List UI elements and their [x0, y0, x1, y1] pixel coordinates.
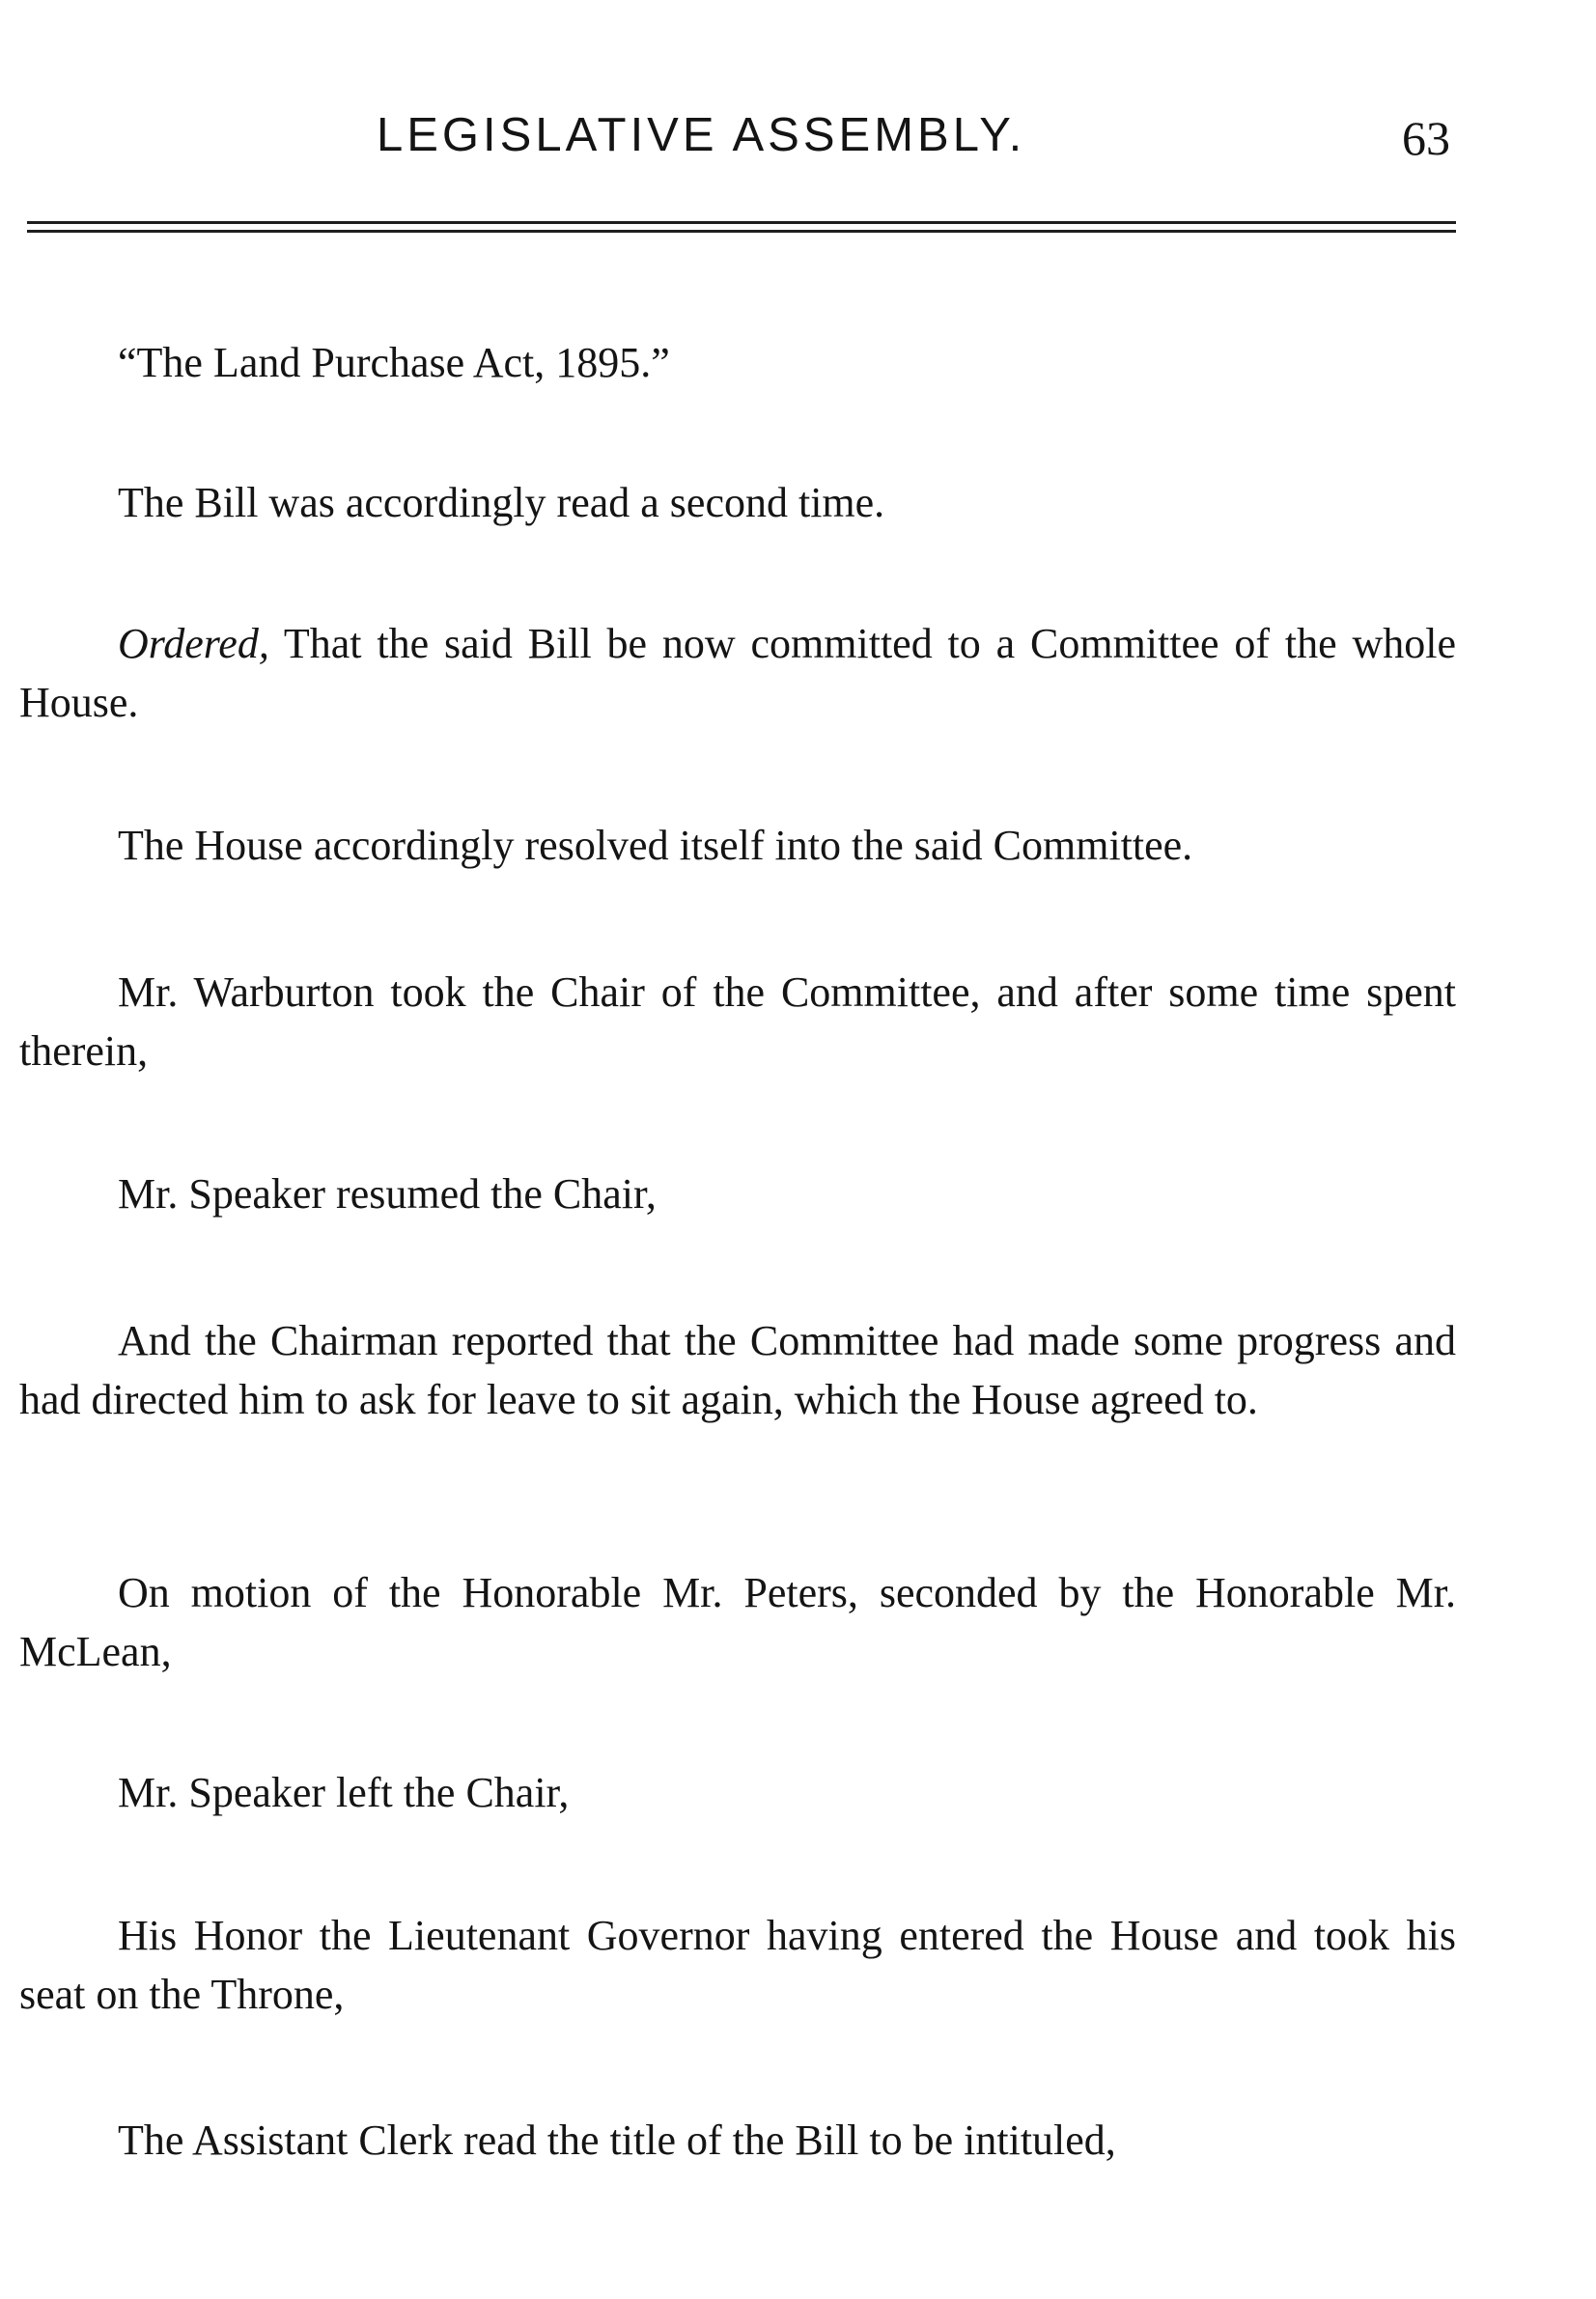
paragraph-act-title: “The Land Purchase Act, 1895.”	[118, 339, 670, 386]
paragraph-ordered: Ordered, That the said Bill be now committed to a Committee of the whole House.	[19, 620, 1456, 726]
paragraph-resolved: The House accordingly resolved itself into the said Committee.	[118, 822, 1193, 869]
running-head	[0, 108, 1596, 176]
header-rule-bottom	[27, 230, 1456, 233]
paragraph-motion: On motion of the Honorable Mr. Peters, seconded by the Honorable Mr. McLean,	[19, 1569, 1456, 1675]
paragraph-second-reading: The Bill was accordingly read a second time.	[118, 479, 885, 526]
page-number: 63	[1402, 111, 1450, 165]
paragraph-warburton: Mr. Warburton took the Chair of the Committee, and after some time spent therein,	[19, 968, 1456, 1075]
header-rule-top	[27, 221, 1456, 224]
paragraph-lieutenant-governor: His Honor the Lieutenant Governor having entered the House and took his seat on the Throne,	[19, 1912, 1456, 2018]
ordered-lead: Ordered,	[118, 620, 269, 667]
paragraph-chairman-report: And the Chairman reported that the Committee had made some progress and had directed him to ask for leave to sit again, which the House agreed to.	[19, 1317, 1456, 1423]
paragraph-speaker-resumed: Mr. Speaker resumed the Chair,	[118, 1170, 657, 1218]
paragraph-assistant-clerk: The Assistant Clerk read the title of the Bill to be intituled,	[118, 2117, 1116, 2164]
paragraph-speaker-left: Mr. Speaker left the Chair,	[118, 1769, 570, 1816]
running-title: LEGISLATIVE ASSEMBLY.	[377, 109, 1026, 161]
